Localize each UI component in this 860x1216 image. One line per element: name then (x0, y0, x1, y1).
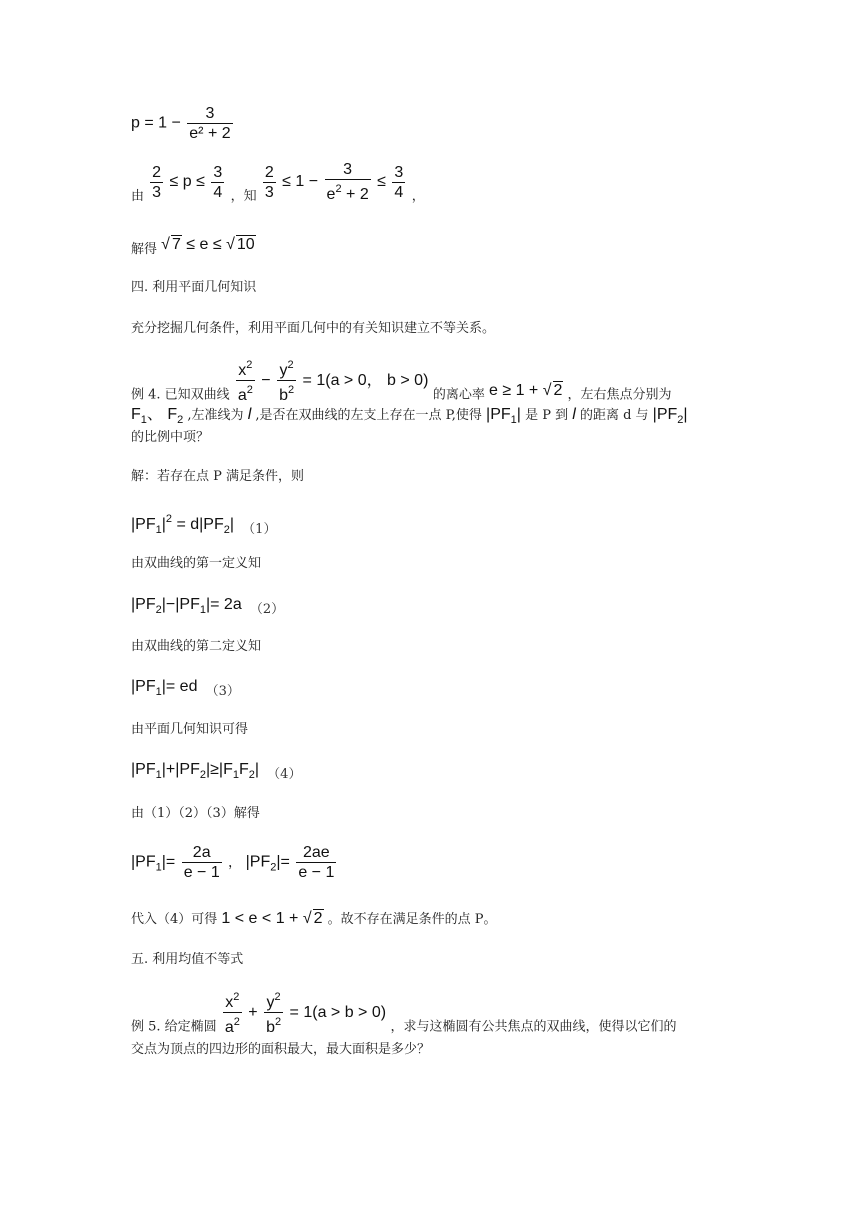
text-ex4-g: 的距离 d 与 (579, 408, 649, 423)
fraction-numerator: 3 (205, 105, 215, 122)
text-ex4-e: ,是否在双曲线的左支上存在一点 P,使得 (255, 408, 482, 423)
text-ex4-a: 例 4. 已知双曲线 (131, 387, 230, 403)
example-4-line1: 例 4. 已知双曲线 $\frac{x^2}{a^2}$ − $\frac{y^2}{b^2}$ = 1(a > 0， b > 0) 的离心率 e ≥ 1 + √ 2 ，左右焦点分别为 (131, 359, 672, 404)
equation-3: $|PF_1|=$ ed （3） (131, 678, 240, 699)
geometry-note: 由平面几何知识可得 (131, 722, 249, 737)
substitution-line: 代入（4）可得 1 < e < 1 + √ 2 。故不存在满足条件的点 P。 (131, 910, 497, 927)
text-jiede: 解得 (131, 242, 158, 257)
example-4-line2: $F_1$、 $F_2$ ,左准线为 l ,是否在双曲线的左支上存在一点 P,使得 $|PF_1|$ 是 P 到 l 的距离 d 与 $|PF_2|$ (131, 406, 688, 426)
text-ex5-a: 例 5. 给定椭圆 (131, 1019, 217, 1035)
inequality-line: 由 $\frac{2}{3}$ ≤ p ≤ $\frac{3}{4}$ ，知 $\frac{2}{3}$ ≤ 1 − $\frac{3}{e^2 + 2}$ ≤ $\frac{3}{4}$ ， (131, 161, 425, 205)
equation-2: $|PF_2|-|PF_1|= 2a$ （2） (131, 596, 285, 617)
fraction-denominator: e² + 2 (189, 125, 231, 142)
formula-p-lhs: p = 1 − (131, 114, 181, 132)
text-sub-b: 。故不存在满足条件的点 P。 (327, 912, 497, 927)
solution-range: 解得 √ 7 ≤ e ≤ √ 10 (131, 236, 255, 257)
section-5-heading: 五. 利用均值不等式 (131, 952, 244, 967)
equation-4-label: （4） (267, 767, 302, 782)
equation-3-label: （3） (205, 684, 240, 699)
example-4-line3: 的比例中项？ (131, 430, 210, 445)
text-ex4-d: ,左准线为 (187, 408, 244, 423)
solution-intro: 解：若存在点 P 满足条件，则 (131, 469, 305, 484)
solve-note: 由（1）（2）（3）解得 (131, 806, 260, 821)
equation-2-label: （2） (249, 602, 285, 617)
text-ex4-f: 是 P 到 (525, 408, 569, 423)
text-ex4-c: ，左右焦点分别为 (567, 387, 672, 403)
section-4-heading: 四. 利用平面几何知识 (131, 280, 257, 295)
section-4-intro: 充分挖掘几何条件，利用平面几何中的有关知识建立不等关系。 (131, 321, 496, 336)
text-zhi: ，知 (230, 189, 257, 205)
text-sub-a: 代入（4）可得 (131, 912, 218, 927)
text-ex5-b: ，求与这椭圆有公共焦点的双曲线，使得以它们的 (390, 1019, 677, 1035)
equation-1-label: （1） (242, 522, 277, 537)
equation-1: $|PF_1|^2 = d|PF_2|$ （1） (131, 513, 277, 537)
text-you: 由 (131, 189, 145, 205)
formula-p (131, 104, 235, 143)
fraction (187, 104, 232, 143)
solution-values: $|PF_1|=$ $\frac{2a}{e - 1}$ ， $|PF_2|=$ $\frac{2ae}{e - 1}$ (131, 844, 335, 881)
text-ex4-b: 的离心率 (432, 387, 485, 403)
definition-2: 由双曲线的第二定义知 (131, 639, 262, 654)
equation-4: $|PF_1|+|PF_2|\ge|F_1F_2|$ （4） (131, 761, 302, 782)
example-5-line1: 例 5. 给定椭圆 $\frac{x^2}{a^2}$ + $\frac{y^2}{b^2}$ = 1(a > b > 0) ，求与这椭圆有公共焦点的双曲线，使得以它们的 (131, 991, 677, 1036)
text-comma: ， (411, 189, 425, 205)
definition-1: 由双曲线的第一定义知 (131, 556, 262, 571)
example-5-line2: 交点为顶点的四边形的面积最大，最大面积是多少？ (131, 1042, 431, 1057)
